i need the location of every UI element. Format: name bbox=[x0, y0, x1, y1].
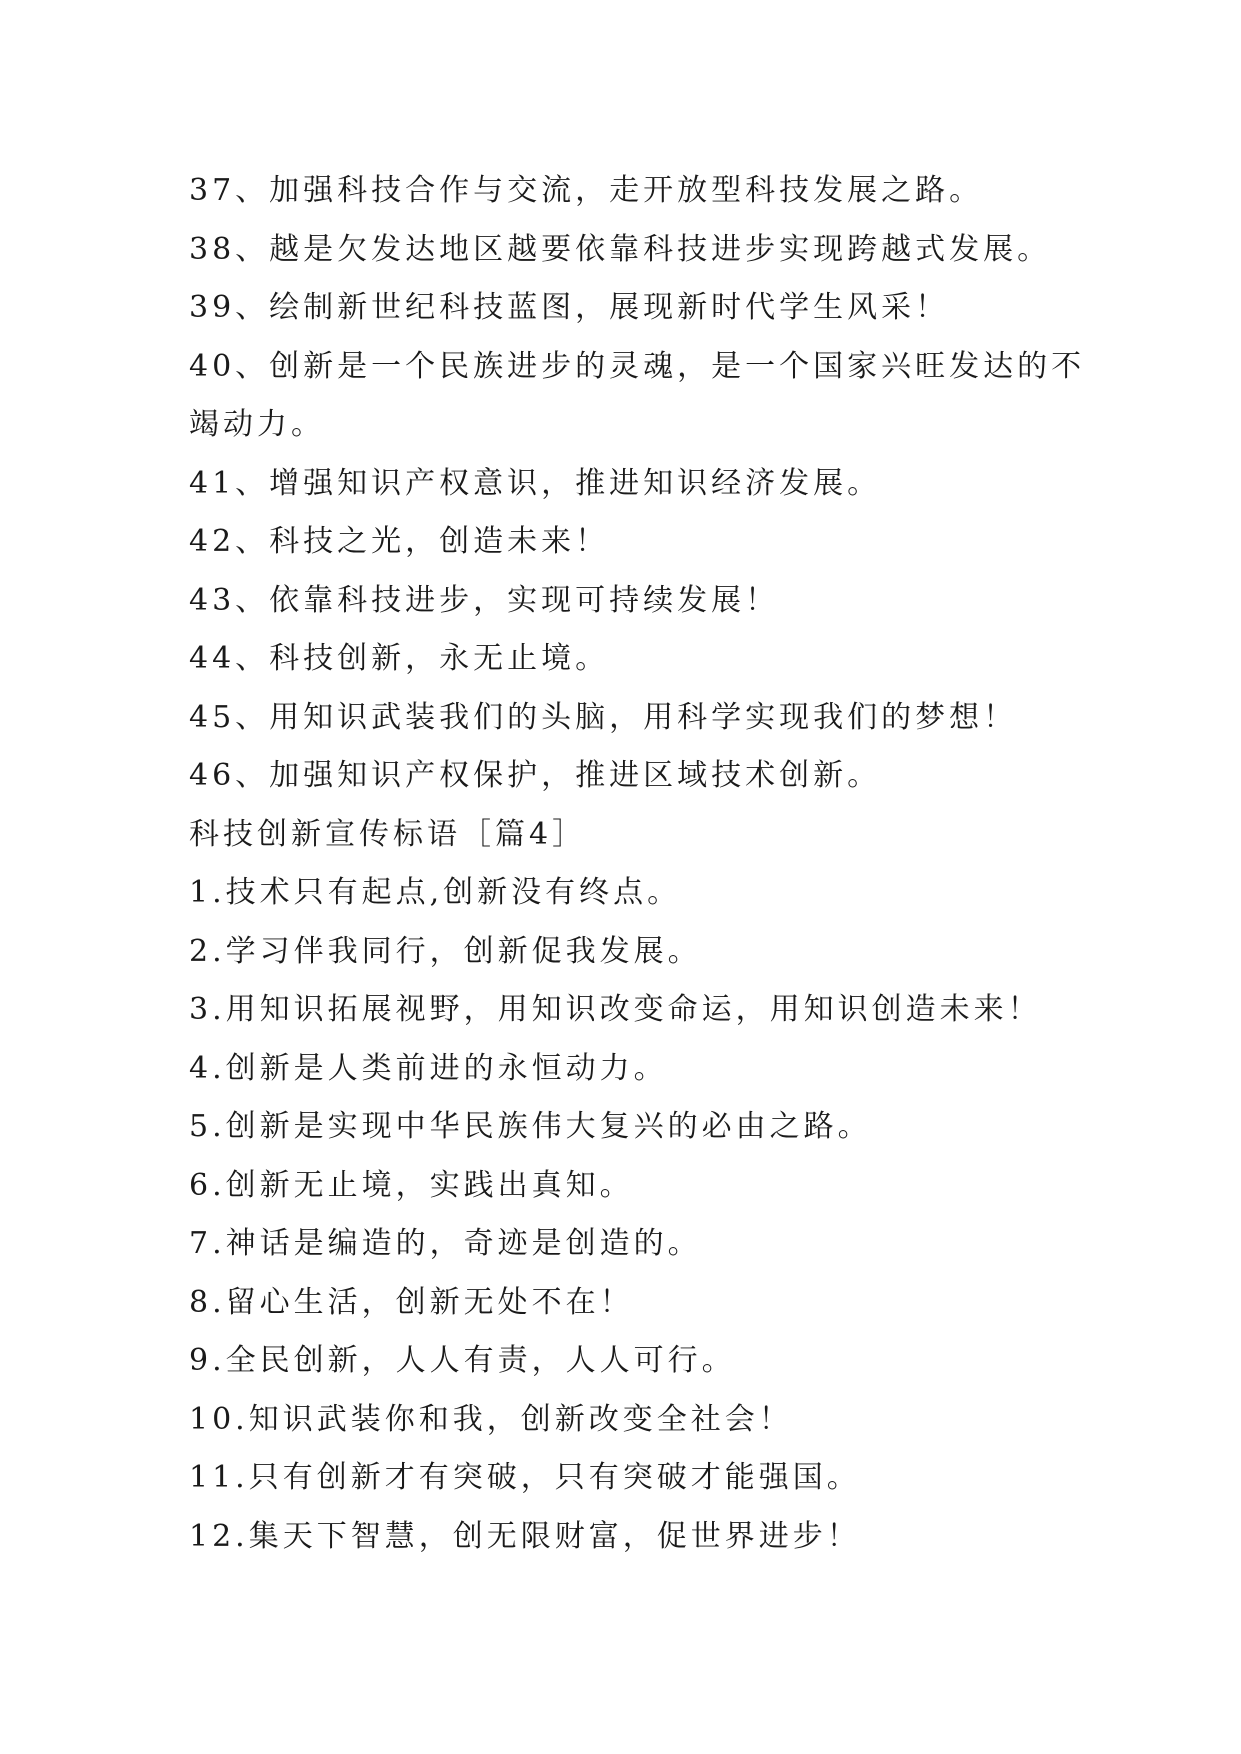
item-10: 10.知识武装你和我，创新改变全社会！ bbox=[189, 1401, 793, 1437]
item-1: 1.技术只有起点,创新没有终点。 bbox=[189, 875, 682, 910]
item-8: 8.留心生活，创新无处不在！ bbox=[189, 1284, 634, 1320]
item-11: 11.只有创新才有突破，只有突破才能强国。 bbox=[189, 1460, 861, 1495]
item-3: 3.用知识拓展视野，用知识改变命运，用知识创造未来！ bbox=[189, 992, 1042, 1027]
item-5: 5.创新是实现中华民族伟大复兴的必由之路。 bbox=[189, 1109, 872, 1144]
slogan-45: 45、用知识武装我们的头脑，用科学实现我们的梦想！ bbox=[189, 699, 1018, 735]
item-12: 12.集天下智慧，创无限财富，促世界进步！ bbox=[189, 1518, 861, 1554]
slogan-42: 42、科技之光，创造未来！ bbox=[189, 524, 610, 559]
item-7: 7.神话是编造的，奇迹是创造的。 bbox=[189, 1226, 702, 1261]
slogan-38: 38、越是欠发达地区越要依靠科技进步实现跨越式发展。 bbox=[189, 231, 1052, 267]
slogan-40: 40、创新是一个民族进步的灵魂，是一个国家兴旺发达的不 bbox=[189, 348, 1086, 384]
item-2: 2.学习伴我同行，创新促我发展。 bbox=[189, 933, 702, 969]
slogan-44: 44、科技创新，永无止境。 bbox=[189, 641, 610, 676]
slogan-43: 43、依靠科技进步，实现可持续发展！ bbox=[189, 582, 780, 618]
item-6: 6.创新无止境，实践出真知。 bbox=[189, 1167, 634, 1203]
item-4: 4.创新是人类前进的永恒动力。 bbox=[189, 1050, 668, 1086]
section-heading: 科技创新宣传标语［篇4］ bbox=[189, 816, 587, 852]
slogan-39: 39、绘制新世纪科技蓝图，展现新时代学生风采！ bbox=[189, 290, 950, 325]
document-body bbox=[189, 162, 1086, 1566]
item-9: 9.全民创新，人人有责，人人可行。 bbox=[189, 1343, 736, 1378]
slogan-46: 46、加强知识产权保护，推进区域技术创新。 bbox=[189, 758, 882, 793]
slogan-37: 37、加强科技合作与交流，走开放型科技发展之路。 bbox=[189, 173, 984, 208]
slogan-41: 41、增强知识产权意识，推进知识经济发展。 bbox=[189, 465, 882, 501]
slogan-40-continuation: 竭动力。 bbox=[189, 407, 325, 442]
